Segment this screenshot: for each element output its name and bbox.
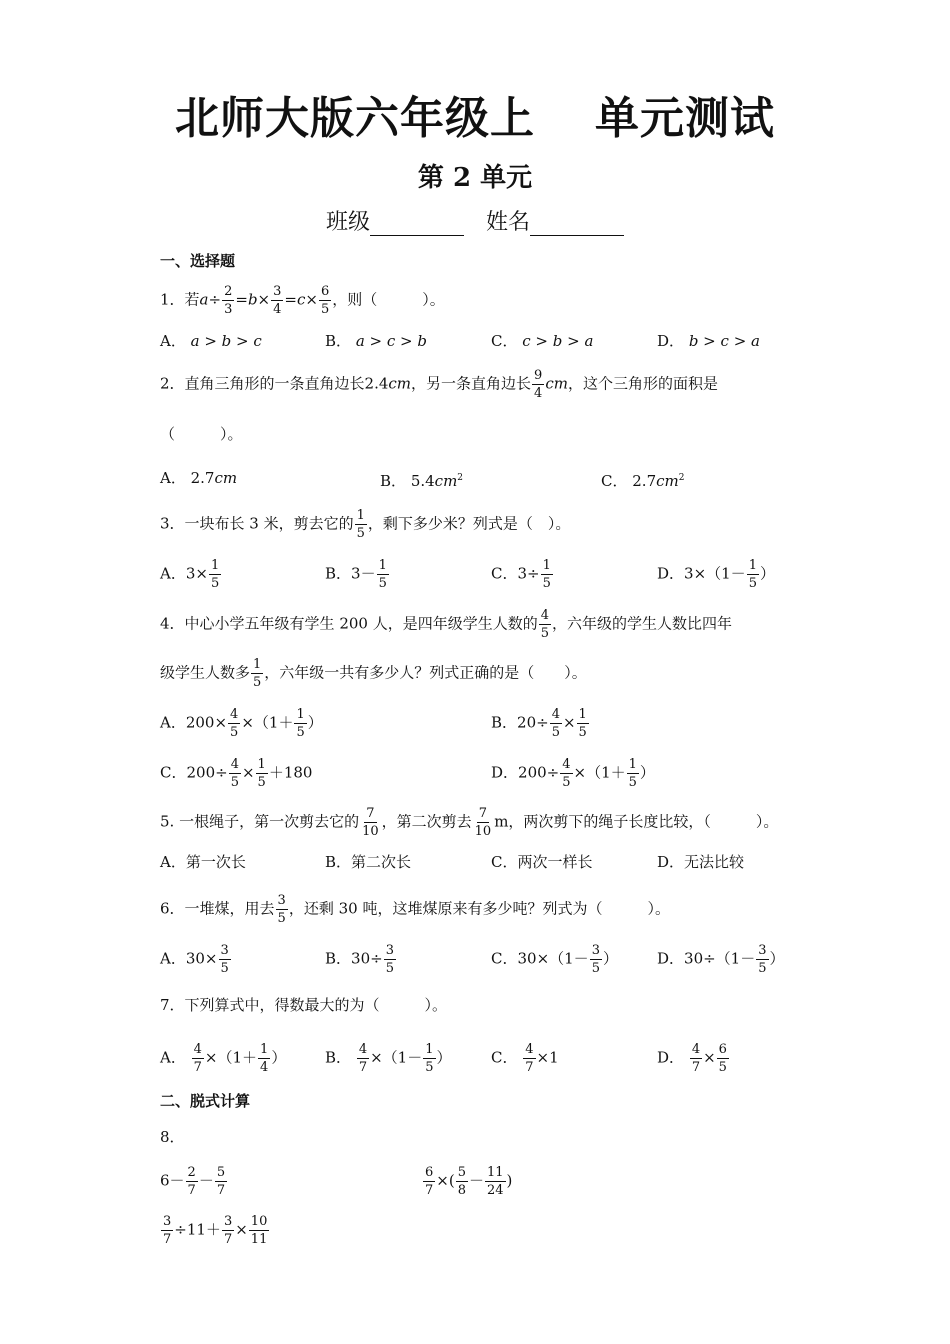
option-text-tail: ） xyxy=(639,763,655,782)
option-text: ×（1＋ xyxy=(573,763,626,782)
name-blank[interactable] xyxy=(530,213,624,236)
q5-option-d[interactable] xyxy=(657,852,744,872)
option-fraction xyxy=(228,707,240,740)
q5-option-a[interactable] xyxy=(160,852,246,872)
denominator: 5 xyxy=(578,725,587,740)
option-label: B． xyxy=(491,713,518,732)
q3-option-b[interactable] xyxy=(325,558,390,591)
section-heading-choice: 一、选择题 xyxy=(160,252,236,270)
option-unit: cm xyxy=(434,472,458,490)
option-text: a > b > c xyxy=(190,332,262,350)
denominator: 5 xyxy=(378,576,387,591)
option-fraction xyxy=(423,1042,435,1075)
numerator: 6 xyxy=(320,284,330,299)
numerator: 4 xyxy=(562,757,571,772)
numerator: 1 xyxy=(378,558,387,573)
option-label: C． xyxy=(601,472,628,490)
option-text: 30×（1－ xyxy=(517,949,589,968)
option-text: c > b > a xyxy=(522,332,594,350)
option-label: B． xyxy=(325,332,352,350)
option-value: 5.4 xyxy=(410,472,435,490)
q1-eq: = xyxy=(284,290,297,309)
q6-fraction xyxy=(276,893,288,926)
q1-fraction-1 xyxy=(222,284,234,317)
option-text: 30÷ xyxy=(351,949,383,968)
q1-option-d[interactable] xyxy=(657,331,760,351)
q6-suffix: ，还剩 30 吨，这堆煤原来有多少吨？列式为（ ）。 xyxy=(288,899,670,918)
question-4-line-2 xyxy=(160,657,587,690)
q1-option-b[interactable] xyxy=(325,331,427,351)
option-text: ×（1＋ xyxy=(204,1048,258,1067)
option-text-tail: ） xyxy=(759,564,775,583)
numerator: 4 xyxy=(193,1042,202,1057)
numerator: 3 xyxy=(163,1214,172,1229)
q4-line1-prefix: 4．中心小学五年级有学生 200 人，是四年级学生人数的 xyxy=(160,614,538,633)
expr-fraction xyxy=(186,1165,198,1198)
denominator: 10 xyxy=(474,824,492,839)
numerator: 2 xyxy=(187,1165,196,1180)
option-text: b > c > a xyxy=(688,332,760,350)
q4-fraction-1 xyxy=(539,608,551,641)
denominator: 5 xyxy=(748,576,757,591)
option-fraction xyxy=(577,707,589,740)
numerator: 3 xyxy=(591,943,600,958)
option-text: 20÷ xyxy=(517,713,549,732)
q5-option-b[interactable] xyxy=(325,852,411,872)
q3-option-c[interactable] xyxy=(491,558,554,591)
denominator: 7 xyxy=(187,1183,196,1198)
option-text: 30÷（1－ xyxy=(684,949,756,968)
denominator: 7 xyxy=(223,1232,233,1247)
option-fraction xyxy=(256,757,268,790)
numerator: 3 xyxy=(277,893,286,908)
option-text: × xyxy=(703,1048,716,1067)
expr-text: ) xyxy=(506,1171,513,1190)
q7-option-a[interactable] xyxy=(160,1042,286,1075)
q1-eq: = xyxy=(235,290,248,309)
option-fraction xyxy=(627,757,639,790)
q1-option-a[interactable] xyxy=(160,331,262,351)
option-fraction xyxy=(294,707,306,740)
option-text-tail: ） xyxy=(436,1048,452,1067)
numerator: 1 xyxy=(253,657,262,672)
q5-option-c[interactable] xyxy=(491,852,593,872)
denominator: 7 xyxy=(193,1060,202,1075)
q2-option-c[interactable] xyxy=(601,468,684,491)
denominator: 4 xyxy=(260,1060,269,1075)
question-7: 7．下列算式中，得数最大的为（ ）。 xyxy=(160,996,448,1014)
option-fraction xyxy=(590,943,602,976)
q5-suffix: m，两次剪下的绳子长度比较，（ ）。 xyxy=(494,812,779,831)
option-value: 2.7 xyxy=(632,472,657,490)
denominator: 5 xyxy=(210,576,220,591)
q2-suffix: ，这个三角形的面积是 xyxy=(567,374,718,393)
denominator: 5 xyxy=(230,775,239,790)
denominator: 5 xyxy=(718,1060,727,1075)
denominator: 5 xyxy=(257,775,266,790)
q1-fraction-2 xyxy=(271,284,283,317)
numerator: 4 xyxy=(691,1042,701,1057)
option-label: B． xyxy=(325,853,352,871)
option-text: 200÷ xyxy=(186,763,228,782)
option-fraction xyxy=(690,1042,702,1075)
numerator: 11 xyxy=(487,1165,504,1180)
expr-text: ÷11＋ xyxy=(174,1220,221,1239)
option-text: 200÷ xyxy=(518,763,560,782)
option-label: B． xyxy=(325,949,352,968)
expr-fraction xyxy=(456,1165,468,1198)
q3-option-a[interactable] xyxy=(160,558,222,591)
title-right: 单元测试 xyxy=(595,93,775,144)
q1-times: × xyxy=(305,290,318,309)
option-unit: cm xyxy=(656,472,679,490)
option-label: D． xyxy=(657,332,685,350)
numerator: 6 xyxy=(718,1042,727,1057)
option-label: A． xyxy=(160,949,186,968)
denominator: 5 xyxy=(551,725,560,740)
numerator: 9 xyxy=(534,368,543,383)
option-fraction xyxy=(219,943,231,976)
option-fraction xyxy=(384,943,396,976)
q4-fraction-2 xyxy=(251,657,263,690)
expr-fraction xyxy=(222,1214,234,1247)
expr-text: 6－ xyxy=(160,1171,185,1190)
option-text: ×（1＋ xyxy=(241,713,294,732)
option-label: C． xyxy=(160,763,187,782)
option-fraction xyxy=(258,1042,270,1075)
option-label: C． xyxy=(491,564,518,583)
q1-option-c[interactable] xyxy=(491,331,593,351)
q1-suffix: ，则（ ）。 xyxy=(332,290,445,309)
option-label: C． xyxy=(491,332,518,350)
denominator: 5 xyxy=(540,626,549,641)
class-blank[interactable] xyxy=(370,213,464,236)
option-label: C． xyxy=(491,853,518,871)
q2-mid: ，另一条直角边长 xyxy=(411,374,532,393)
page-title xyxy=(0,82,950,146)
numerator: 4 xyxy=(551,707,560,722)
question-6 xyxy=(160,893,670,926)
denominator: 5 xyxy=(758,961,767,976)
numerator: 1 xyxy=(748,558,757,573)
section-heading-calculation: 二、脱式计算 xyxy=(160,1092,251,1110)
denominator: 5 xyxy=(253,675,262,690)
q6-option-d[interactable] xyxy=(657,943,785,976)
question-1 xyxy=(160,284,445,317)
option-text: 30× xyxy=(185,949,218,968)
numerator: 1 xyxy=(628,757,637,772)
option-fraction xyxy=(192,1042,204,1075)
option-text: × xyxy=(562,713,576,732)
q4-option-c[interactable] xyxy=(160,757,312,790)
q6-option-b[interactable] xyxy=(325,943,397,976)
expr-fraction xyxy=(485,1165,506,1198)
q3-option-d[interactable] xyxy=(657,558,775,591)
q2-prefix: 2．直角三角形的一条直角边长 xyxy=(160,374,365,393)
numerator: 3 xyxy=(758,943,767,958)
q1-prefix: 1．若 xyxy=(160,290,200,309)
question-3 xyxy=(160,508,570,541)
option-label: A． xyxy=(160,853,186,871)
name-label: 姓名 xyxy=(486,210,531,235)
option-text-tail: ） xyxy=(271,1048,287,1067)
denominator: 5 xyxy=(628,775,637,790)
denominator: 8 xyxy=(457,1183,466,1198)
q5-mid: ，第二次剪去 xyxy=(381,812,472,831)
question-4-line-1 xyxy=(160,608,732,641)
q2-option-b[interactable] xyxy=(380,468,463,491)
option-fraction xyxy=(209,558,221,591)
numerator: 7 xyxy=(478,806,488,821)
numerator: 1 xyxy=(542,558,551,573)
q6-option-c[interactable] xyxy=(491,943,618,976)
q3-suffix: ，剩下多少米？列式是（ ）。 xyxy=(367,514,571,533)
denominator: 5 xyxy=(320,302,330,317)
numerator: 5 xyxy=(457,1165,466,1180)
option-text-tail: ×1 xyxy=(536,1048,559,1067)
option-text: 3× xyxy=(185,564,208,583)
title-left: 北师大版六年级上 xyxy=(175,93,535,144)
numerator: 4 xyxy=(230,707,239,722)
option-text: 第二次长 xyxy=(351,853,412,871)
numerator: 1 xyxy=(425,1042,434,1057)
numerator: 2 xyxy=(224,284,233,299)
q7-option-c[interactable] xyxy=(491,1042,559,1075)
q1-var-c: c xyxy=(296,290,306,309)
option-label: C． xyxy=(491,1048,518,1067)
option-text: × xyxy=(241,763,255,782)
option-text: 两次一样长 xyxy=(517,853,593,871)
denominator: 7 xyxy=(691,1060,701,1075)
option-text: 200× xyxy=(185,713,228,732)
numerator: 3 xyxy=(385,943,394,958)
q2-unit: cm xyxy=(545,374,568,393)
numerator: 7 xyxy=(366,806,375,821)
q1-fraction-3 xyxy=(319,284,331,317)
q2-fraction xyxy=(532,368,544,401)
numerator: 6 xyxy=(425,1165,434,1180)
numerator: 10 xyxy=(250,1214,268,1229)
option-fraction xyxy=(377,558,389,591)
numerator: 3 xyxy=(223,1214,233,1229)
option-text: 3－ xyxy=(351,564,376,583)
option-fraction xyxy=(756,943,768,976)
q4-option-d[interactable] xyxy=(491,757,655,790)
q3-prefix: 3．一块布长 3 米，剪去它的 xyxy=(160,514,354,533)
denominator: 5 xyxy=(591,961,600,976)
question-8-number: 8． xyxy=(160,1128,185,1146)
option-label: A． xyxy=(160,1048,186,1067)
denominator: 4 xyxy=(273,302,282,317)
q1-var-a: a xyxy=(199,290,209,309)
q4-line2-suffix: ，六年级一共有多少人？列式正确的是（ ）。 xyxy=(264,663,587,682)
numerator: 1 xyxy=(578,707,587,722)
expr-fraction xyxy=(161,1214,173,1247)
q2-length-1: 2.4 xyxy=(364,374,389,393)
numerator: 1 xyxy=(257,757,266,772)
option-exponent: 2 xyxy=(678,473,685,483)
denominator: 7 xyxy=(163,1232,172,1247)
option-text: 3×（1－ xyxy=(684,564,746,583)
option-text-tail: ） xyxy=(602,949,618,968)
expr-fraction xyxy=(249,1214,270,1247)
numerator: 3 xyxy=(220,943,229,958)
option-label: B． xyxy=(380,472,407,490)
denominator: 5 xyxy=(356,526,365,541)
numerator: 4 xyxy=(230,757,239,772)
option-label: D． xyxy=(657,949,685,968)
denominator: 7 xyxy=(358,1060,368,1075)
numerator: 1 xyxy=(210,558,220,573)
option-label: C． xyxy=(491,949,518,968)
q1-div: ÷ xyxy=(208,290,222,309)
option-label: B． xyxy=(325,564,352,583)
q4-line2-prefix: 级学生人数多 xyxy=(160,663,251,682)
denominator: 11 xyxy=(250,1232,268,1247)
expr-text: － xyxy=(198,1171,214,1190)
denominator: 5 xyxy=(385,961,394,976)
option-label: B． xyxy=(325,1048,352,1067)
option-text-tail: ） xyxy=(307,713,323,732)
denominator: 5 xyxy=(542,576,551,591)
q5-prefix: 5. 一根绳子，第一次剪去它的 xyxy=(160,812,360,831)
option-unit: cm xyxy=(214,469,238,487)
expr-text: － xyxy=(468,1171,484,1190)
q1-var-b: b xyxy=(247,290,258,309)
option-fraction xyxy=(229,757,241,790)
option-label: D． xyxy=(657,564,685,583)
denominator: 5 xyxy=(296,725,305,740)
denominator: 7 xyxy=(425,1183,434,1198)
option-label: A． xyxy=(160,564,186,583)
q7-option-b[interactable] xyxy=(325,1042,452,1075)
question-2 xyxy=(160,368,718,401)
denominator: 7 xyxy=(525,1060,534,1075)
question-5 xyxy=(160,806,778,839)
option-exponent: 2 xyxy=(457,473,464,483)
numerator: 4 xyxy=(525,1042,534,1057)
option-fraction xyxy=(747,558,759,591)
numerator: 4 xyxy=(540,608,549,623)
option-fraction xyxy=(357,1042,369,1075)
denominator: 5 xyxy=(220,961,229,976)
denominator: 5 xyxy=(562,775,571,790)
option-label: A． xyxy=(160,332,186,350)
denominator: 5 xyxy=(425,1060,434,1075)
numerator: 1 xyxy=(260,1042,269,1057)
class-name-line xyxy=(0,205,950,236)
q8-expression-1 xyxy=(160,1165,228,1198)
q6-prefix: 6．一堆煤，用去 xyxy=(160,899,275,918)
denominator: 4 xyxy=(534,386,543,401)
denominator: 7 xyxy=(216,1183,226,1198)
q1-times: × xyxy=(257,290,271,309)
option-value: 2.7 xyxy=(190,469,215,487)
numerator: 5 xyxy=(216,1165,226,1180)
option-text: a > c > b xyxy=(355,332,427,350)
numerator: 1 xyxy=(356,508,365,523)
option-label: A． xyxy=(160,469,186,487)
option-fraction xyxy=(550,707,562,740)
q2-line-2: （ ）。 xyxy=(160,425,243,443)
option-text: 第一次长 xyxy=(185,853,246,871)
option-text-tail: ＋180 xyxy=(268,763,313,782)
q2-unit: cm xyxy=(388,374,412,393)
option-fraction xyxy=(523,1042,535,1075)
q8-expression-3 xyxy=(160,1214,270,1247)
q3-fraction xyxy=(355,508,367,541)
numerator: 4 xyxy=(358,1042,368,1057)
option-label: D． xyxy=(657,853,685,871)
denominator: 24 xyxy=(487,1183,504,1198)
q4-option-b[interactable] xyxy=(491,707,590,740)
q6-option-a[interactable] xyxy=(160,943,232,976)
q8-expression-2 xyxy=(422,1165,512,1198)
option-fraction xyxy=(560,757,572,790)
denominator: 10 xyxy=(362,824,379,839)
q2-option-a[interactable] xyxy=(160,468,237,488)
numerator: 1 xyxy=(296,707,305,722)
q4-line1-suffix: ，六年级的学生人数比四年 xyxy=(552,614,733,633)
class-label: 班级 xyxy=(325,210,370,235)
q7-option-d[interactable] xyxy=(657,1042,730,1075)
denominator: 3 xyxy=(224,302,233,317)
option-text: ×（1－ xyxy=(370,1048,423,1067)
option-label: D． xyxy=(491,763,519,782)
option-label: D． xyxy=(657,1048,685,1067)
q5-fraction-2 xyxy=(473,806,494,839)
option-text: 3÷ xyxy=(517,564,540,583)
denominator: 5 xyxy=(277,911,286,926)
expr-text: × xyxy=(235,1220,248,1239)
option-text: 无法比较 xyxy=(684,853,745,871)
expr-fraction xyxy=(423,1165,435,1198)
expr-fraction xyxy=(215,1165,227,1198)
option-fraction xyxy=(541,558,553,591)
denominator: 5 xyxy=(230,725,239,740)
q5-fraction-1 xyxy=(360,806,381,839)
q4-option-a[interactable] xyxy=(160,707,323,740)
option-text-tail: ） xyxy=(769,949,785,968)
numerator: 3 xyxy=(273,284,282,299)
option-label: A． xyxy=(160,713,186,732)
option-fraction xyxy=(717,1042,729,1075)
unit-subtitle: 第 2 单元 xyxy=(417,163,533,193)
expr-text: ×( xyxy=(436,1171,455,1190)
